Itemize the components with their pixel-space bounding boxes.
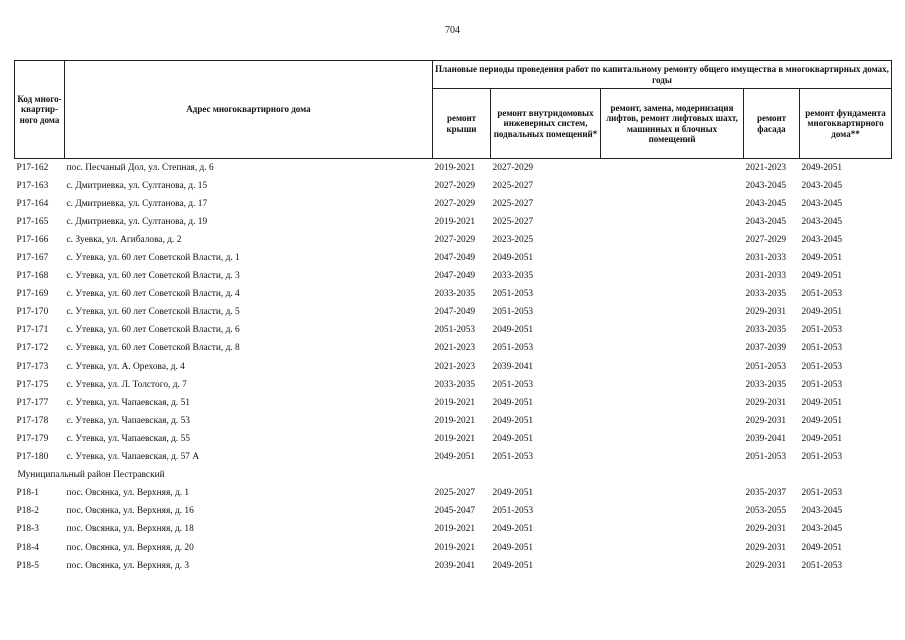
roof-period: 2051-2053 [434,325,476,336]
header-periods-group: Плановые периоды проведения работ по капитальному ремонту общего имущества в многоквартирных домах, годы [433,61,892,89]
foundation-period: 2043-2045 [801,198,843,209]
table-row [15,557,892,575]
engineering-period: 2039-2041 [492,361,534,372]
facade-period: 2031-2033 [745,271,787,282]
table-body [15,159,892,576]
foundation-period: 2051-2053 [801,379,843,390]
engineering-period: 2051-2053 [492,506,534,517]
roof-period: 2045-2047 [434,506,476,517]
engineering-period: 2051-2053 [492,307,534,318]
elevators-period [601,322,744,340]
engineering-period: 2051-2053 [492,343,534,354]
engineering-period: 2023-2025 [492,234,534,245]
table-row [15,449,892,467]
house-code: P17-164 [16,198,49,209]
table-row [15,394,892,412]
house-address: с. Утевка, ул. 60 лет Советской Власти, д. 8 [66,343,240,354]
elevators-period [601,449,744,467]
facade-period: 2029-2031 [745,415,787,426]
facade-period: 2031-2033 [745,253,787,264]
facade-period: 2029-2031 [745,307,787,318]
elevators-period [601,195,744,213]
house-code: P18-3 [16,524,39,535]
roof-period: 2049-2051 [434,452,476,463]
foundation-period: 2049-2051 [801,397,843,408]
facade-period: 2051-2053 [745,361,787,372]
house-code: P17-165 [16,216,49,227]
facade-period: 2021-2023 [745,162,787,173]
repair-schedule-table [14,60,892,575]
house-address: пос. Овсянка, ул. Верхняя, д. 16 [66,506,194,517]
table-row [15,503,892,521]
engineering-period: 2033-2035 [492,271,534,282]
house-address: с. Утевка, ул. 60 лет Советской Власти, д. 3 [66,271,240,282]
elevators-period [601,286,744,304]
elevators-period [601,268,744,286]
table-row [15,268,892,286]
house-code: P18-4 [16,542,39,553]
elevators-period [601,177,744,195]
facade-period: 2039-2041 [745,433,787,444]
facade-period: 2029-2031 [745,560,787,571]
facade-period: 2035-2037 [745,488,787,499]
facade-period: 2029-2031 [745,397,787,408]
house-address: с. Утевка, ул. Чапаевская, д. 53 [66,415,190,426]
roof-period: 2019-2021 [434,433,476,444]
engineering-period: 2027-2029 [492,162,534,173]
header-facade: ремонт фасада [744,89,800,159]
house-code: P17-166 [16,234,49,245]
foundation-period: 2051-2053 [801,560,843,571]
foundation-period: 2051-2053 [801,325,843,336]
facade-period: 2027-2029 [745,234,787,245]
house-code: P17-177 [16,397,49,408]
foundation-period: 2049-2051 [801,415,843,426]
roof-period: 2033-2035 [434,379,476,390]
engineering-period: 2049-2051 [492,524,534,535]
table-row [15,539,892,557]
roof-period: 2021-2023 [434,361,476,372]
house-code: P17-168 [16,271,49,282]
table-row [15,430,892,448]
engineering-period: 2049-2051 [492,397,534,408]
section-row [15,467,892,485]
engineering-period: 2051-2053 [492,289,534,300]
house-address: с. Утевка, ул. 60 лет Советской Власти, д. 6 [66,325,240,336]
engineering-period: 2025-2027 [492,216,534,227]
house-code: P17-172 [16,343,49,354]
table-row [15,286,892,304]
foundation-period: 2051-2053 [801,452,843,463]
elevators-period [601,340,744,358]
elevators-period [601,485,744,503]
foundation-period: 2049-2051 [801,271,843,282]
elevators-period [601,376,744,394]
house-address: с. Дмитриевка, ул. Султанова, д. 17 [66,198,208,209]
header-address: Адрес многоквартирного дома [65,61,433,159]
engineering-period: 2051-2053 [492,379,534,390]
house-code: P17-175 [16,379,49,390]
roof-period: 2033-2035 [434,289,476,300]
house-address: с. Утевка, ул. 60 лет Советской Власти, д. 4 [66,289,240,300]
header-engineering: ремонт внутридомовых инженерных систем, подвальных помещений* [491,89,601,159]
facade-period: 2043-2045 [745,180,787,191]
facade-period: 2043-2045 [745,198,787,209]
table-row [15,159,892,178]
header-roof: ремонт крыши [433,89,491,159]
elevators-period [601,557,744,575]
foundation-period: 2049-2051 [801,433,843,444]
engineering-period: 2025-2027 [492,180,534,191]
facade-period: 2033-2035 [745,289,787,300]
roof-period: 2019-2021 [434,162,476,173]
engineering-period: 2049-2051 [492,253,534,264]
house-code: P17-173 [16,361,49,372]
house-code: P17-171 [16,325,49,336]
elevators-period [601,394,744,412]
house-address: с. Утевка, ул. А. Орехова, д. 4 [66,361,185,372]
house-code: P17-179 [16,433,49,444]
elevators-period [601,539,744,557]
elevators-period [601,159,744,178]
engineering-period: 2049-2051 [492,488,534,499]
facade-period: 2037-2039 [745,343,787,354]
house-address: с. Утевка, ул. Л. Толстого, д. 7 [66,379,187,390]
facade-period: 2051-2053 [745,452,787,463]
table-row [15,213,892,231]
elevators-period [601,213,744,231]
facade-period: 2033-2035 [745,379,787,390]
house-code: P18-1 [16,488,39,499]
house-code: P18-2 [16,506,39,517]
house-address: с. Утевка, ул. 60 лет Советской Власти, д. 1 [66,253,240,264]
foundation-period: 2049-2051 [801,542,843,553]
header-foundation: ремонт фундамента многоквартирного дома** [800,89,892,159]
table-row [15,412,892,430]
roof-period: 2027-2029 [434,198,476,209]
roof-period: 2019-2021 [434,415,476,426]
house-address: с. Зуевка, ул. Агибалова, д. 2 [66,234,182,245]
elevators-period [601,231,744,249]
foundation-period: 2043-2045 [801,234,843,245]
engineering-period: 2049-2051 [492,560,534,571]
house-code: P18-5 [16,560,39,571]
foundation-period: 2051-2053 [801,488,843,499]
roof-period: 2019-2021 [434,397,476,408]
foundation-period: 2043-2045 [801,180,843,191]
roof-period: 2025-2027 [434,488,476,499]
foundation-period: 2049-2051 [801,307,843,318]
foundation-period: 2049-2051 [801,162,843,173]
facade-period: 2043-2045 [745,216,787,227]
foundation-period: 2049-2051 [801,253,843,264]
engineering-period: 2049-2051 [492,433,534,444]
elevators-period [601,358,744,376]
table-row [15,249,892,267]
roof-period: 2039-2041 [434,560,476,571]
house-address: с. Утевка, ул. Чапаевская, д. 51 [66,397,190,408]
elevators-period [601,249,744,267]
facade-period: 2053-2055 [745,506,787,517]
table-row [15,340,892,358]
house-address: пос. Овсянка, ул. Верхняя, д. 18 [66,524,194,535]
house-address: с. Дмитриевка, ул. Султанова, д. 19 [66,216,208,227]
table-row [15,521,892,539]
house-address: пос. Песчаный Дол, ул. Степная, д. 6 [66,162,214,173]
house-address: пос. Овсянка, ул. Верхняя, д. 1 [66,488,190,499]
roof-period: 2027-2029 [434,180,476,191]
elevators-period [601,412,744,430]
house-code: P17-180 [16,452,49,463]
foundation-period: 2043-2045 [801,506,843,517]
house-code: P17-162 [16,162,49,173]
table-row [15,195,892,213]
foundation-period: 2051-2053 [801,289,843,300]
table-row [15,485,892,503]
roof-period: 2021-2023 [434,343,476,354]
house-address: пос. Овсянка, ул. Верхняя, д. 20 [66,542,194,553]
roof-period: 2047-2049 [434,307,476,318]
foundation-period: 2051-2053 [801,361,843,372]
engineering-period: 2049-2051 [492,415,534,426]
house-code: P17-167 [16,253,49,264]
engineering-period: 2049-2051 [492,325,534,336]
table-row [15,358,892,376]
roof-period: 2047-2049 [434,253,476,264]
engineering-period: 2025-2027 [492,198,534,209]
section-title: Муниципальный район Пестравский [17,470,165,481]
engineering-period: 2051-2053 [492,452,534,463]
foundation-period: 2051-2053 [801,343,843,354]
elevators-period [601,304,744,322]
roof-period: 2047-2049 [434,271,476,282]
table-row [15,376,892,394]
house-address: с. Утевка, ул. 60 лет Советской Власти, д. 5 [66,307,240,318]
header-elevators: ремонт, замена, модернизация лифтов, ремонт лифтовых шахт, машинных и блочных помещений [601,89,744,159]
house-address: с. Утевка, ул. Чапаевская, д. 57 А [66,452,200,463]
roof-period: 2019-2021 [434,216,476,227]
roof-period: 2019-2021 [434,524,476,535]
house-code: P17-163 [16,180,49,191]
facade-period: 2029-2031 [745,524,787,535]
house-code: P17-178 [16,415,49,426]
house-address: пос. Овсянка, ул. Верхняя, д. 3 [66,560,190,571]
table-row [15,304,892,322]
house-address: с. Дмитриевка, ул. Султанова, д. 15 [66,180,208,191]
house-address: с. Утевка, ул. Чапаевская, д. 55 [66,433,190,444]
elevators-period [601,430,744,448]
engineering-period: 2049-2051 [492,542,534,553]
table-row [15,322,892,340]
foundation-period: 2043-2045 [801,524,843,535]
table-row [15,231,892,249]
page-number: 704 [445,25,460,36]
house-code: P17-169 [16,289,49,300]
facade-period: 2029-2031 [745,542,787,553]
roof-period: 2019-2021 [434,542,476,553]
facade-period: 2033-2035 [745,325,787,336]
elevators-period [601,521,744,539]
foundation-period: 2043-2045 [801,216,843,227]
header-code: Код много-квартир-ного дома [15,61,65,159]
table-row [15,177,892,195]
roof-period: 2027-2029 [434,234,476,245]
elevators-period [601,503,744,521]
house-code: P17-170 [16,307,49,318]
